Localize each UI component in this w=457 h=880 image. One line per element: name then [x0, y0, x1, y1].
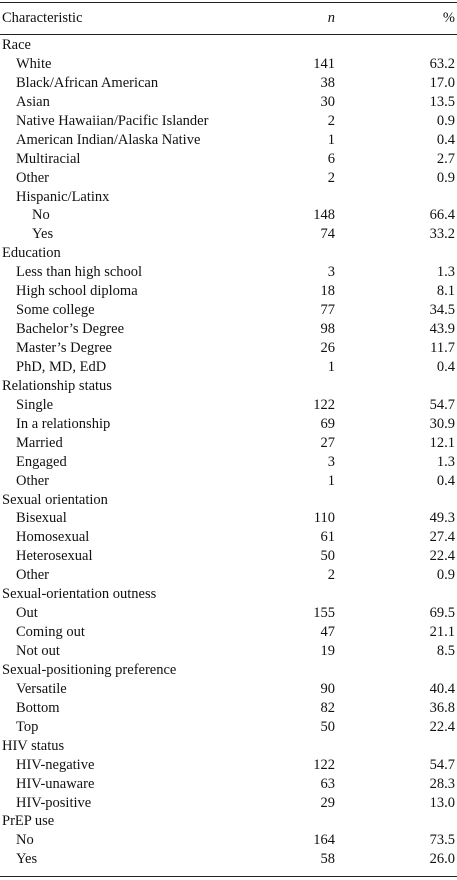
table-row: [0, 680, 457, 699]
row-label: Engaged: [16, 453, 67, 470]
table-row: [0, 93, 457, 112]
row-label: Coming out: [16, 624, 85, 641]
row-percent: 33.2: [429, 226, 455, 243]
row-percent: 21.1: [429, 624, 455, 641]
row-percent: 1.3: [436, 453, 455, 470]
row-label: Hispanic/Latinx: [16, 188, 110, 205]
row-percent: 40.4: [429, 680, 455, 697]
table-row: [0, 547, 457, 566]
row-n: 38: [320, 74, 335, 91]
table-section-row: [0, 36, 457, 55]
row-label: Sexual orientation: [2, 491, 108, 508]
row-n: 148: [313, 207, 335, 224]
row-percent: 63.2: [429, 55, 455, 72]
row-percent: 26.0: [429, 851, 455, 868]
row-n: 2: [327, 112, 335, 129]
row-n: 74: [320, 226, 335, 243]
row-percent: 30.9: [429, 415, 455, 432]
table-row: [0, 301, 457, 320]
row-n: 50: [320, 718, 335, 735]
table-row: [0, 74, 457, 93]
table-row: [0, 718, 457, 737]
row-label: Sexual-positioning preference: [2, 661, 177, 678]
row-percent: 17.0: [429, 74, 455, 91]
row-percent: 12.1: [429, 434, 455, 451]
row-label: Versatile: [16, 680, 67, 697]
row-n: 2: [327, 567, 335, 584]
row-label: Not out: [16, 643, 60, 659]
table-row: [0, 604, 457, 623]
table-row: [0, 150, 457, 169]
row-n: 122: [313, 756, 335, 773]
row-label: HIV-positive: [16, 794, 92, 811]
row-label: American Indian/Alaska Native: [16, 131, 201, 148]
row-label: Sexual-orientation outness: [2, 586, 157, 603]
header-n: n: [327, 10, 335, 26]
row-n: 50: [320, 548, 335, 565]
row-label: Multiracial: [16, 150, 81, 167]
row-label: In a relationship: [16, 415, 111, 432]
table-row: [0, 206, 457, 225]
row-label: Native Hawaiian/Pacific Islander: [16, 112, 209, 129]
table-row: [0, 55, 457, 74]
row-label: Bachelor’s Degree: [16, 321, 125, 338]
table-body: [0, 36, 457, 869]
table-section-row: [0, 737, 457, 756]
row-label: HIV-unaware: [16, 775, 95, 792]
table-row: [0, 831, 457, 850]
row-n: 3: [327, 453, 335, 470]
row-n: 110: [313, 510, 335, 527]
row-label: Race: [2, 37, 31, 53]
table-row: [0, 472, 457, 491]
table-section-row: [0, 377, 457, 396]
table-row: [0, 453, 457, 472]
table-bottom-rule: [0, 876, 457, 877]
row-label: HIV-negative: [16, 756, 95, 773]
table-row: [0, 434, 457, 453]
row-percent: 27.4: [429, 529, 455, 546]
row-percent: 0.4: [436, 472, 455, 489]
table-row: [0, 131, 457, 150]
table-header: [0, 6, 457, 30]
row-label: Married: [16, 434, 63, 451]
row-label: PhD, MD, EdD: [16, 358, 107, 375]
row-label: Other: [16, 567, 50, 584]
row-n: 122: [313, 396, 335, 413]
row-label: Yes: [32, 226, 54, 243]
row-n: 47: [320, 624, 335, 641]
table-header-rule: [0, 34, 457, 35]
row-label: Homosexual: [16, 529, 90, 546]
row-label: Single: [16, 396, 54, 413]
row-label: Heterosexual: [16, 548, 93, 565]
row-percent: 13.0: [429, 794, 455, 811]
table-row: [0, 528, 457, 547]
row-percent: 28.3: [429, 775, 455, 792]
row-n: 1: [327, 358, 335, 375]
row-percent: 0.4: [436, 358, 455, 375]
row-percent: 69.5: [429, 605, 455, 622]
row-label: HIV status: [2, 737, 65, 754]
row-n: 77: [320, 302, 335, 319]
row-label: Less than high school: [16, 264, 143, 281]
row-n: 26: [320, 340, 335, 356]
row-percent: 22.4: [429, 548, 455, 565]
row-n: 58: [320, 851, 335, 868]
row-label: Other: [16, 169, 50, 186]
row-percent: 36.8: [429, 699, 455, 716]
row-label: Relationship status: [2, 377, 112, 394]
row-percent: 0.9: [436, 169, 455, 186]
row-n: 63: [320, 775, 335, 792]
row-n: 82: [320, 699, 335, 716]
row-label: Bottom: [16, 699, 60, 716]
row-n: 30: [320, 93, 335, 110]
table-row: [0, 775, 457, 794]
table-row: [0, 756, 457, 775]
row-n: 6: [327, 150, 335, 167]
row-n: 61: [320, 529, 335, 546]
table-row: [0, 623, 457, 642]
row-label: Some college: [16, 302, 95, 319]
row-percent: 66.4: [429, 207, 455, 224]
row-n: 90: [320, 680, 335, 697]
row-n: 3: [327, 264, 335, 281]
row-percent: 11.7: [430, 340, 455, 356]
table-top-rule: [0, 2, 457, 3]
row-percent: 2.7: [436, 150, 455, 167]
table-row: [0, 169, 457, 188]
header-percent: %: [442, 10, 455, 26]
row-percent: 0.4: [436, 131, 455, 148]
table-row: [0, 699, 457, 718]
row-n: 164: [313, 832, 335, 849]
table-row: [0, 112, 457, 131]
row-percent: 0.9: [436, 112, 455, 129]
row-label: Master’s Degree: [16, 340, 112, 356]
row-percent: 54.7: [429, 756, 455, 773]
table-section-row: [0, 244, 457, 263]
row-n: 1: [327, 131, 335, 148]
row-n: 19: [320, 643, 335, 659]
row-percent: 34.5: [429, 302, 455, 319]
row-label: Asian: [16, 93, 50, 110]
row-n: 1: [327, 472, 335, 489]
table-row: [0, 358, 457, 377]
row-percent: 1.3: [436, 264, 455, 281]
row-percent: 54.7: [429, 396, 455, 413]
table-row: [0, 415, 457, 434]
row-percent: 22.4: [429, 718, 455, 735]
row-label: High school diploma: [16, 283, 138, 300]
row-n: 155: [313, 605, 335, 622]
header-characteristic: Characteristic: [2, 10, 83, 26]
row-label: Bisexual: [16, 510, 67, 527]
row-label: White: [16, 55, 52, 72]
row-n: 29: [320, 794, 335, 811]
row-n: 98: [320, 321, 335, 338]
row-label: Out: [16, 605, 38, 622]
table-row: [0, 794, 457, 813]
row-label: Yes: [16, 851, 38, 868]
table-section-row: [0, 491, 457, 510]
table-row: [0, 263, 457, 282]
table-row: [0, 642, 457, 661]
row-percent: 49.3: [429, 510, 455, 527]
table-row: [0, 282, 457, 301]
table-row: [0, 509, 457, 528]
table-row: [0, 225, 457, 244]
row-n: 27: [320, 434, 335, 451]
row-percent: 73.5: [429, 832, 455, 849]
row-label: No: [32, 207, 50, 224]
row-label: Black/African American: [16, 74, 159, 91]
row-label: Top: [16, 718, 39, 735]
row-percent: 0.9: [436, 567, 455, 584]
row-n: 18: [320, 283, 335, 300]
row-label: Education: [2, 245, 61, 262]
row-percent: 13.5: [429, 93, 455, 110]
table-row: [0, 396, 457, 415]
row-label: Other: [16, 472, 50, 489]
table-row: [0, 320, 457, 339]
row-label: PrEP use: [2, 813, 55, 830]
table-row: [0, 339, 457, 358]
table-section-row: [0, 585, 457, 604]
row-percent: 43.9: [429, 321, 455, 338]
table-row: [0, 850, 457, 869]
table-row: [0, 188, 457, 207]
row-n: 69: [320, 415, 335, 432]
row-n: 141: [313, 55, 335, 72]
table-row: [0, 566, 457, 585]
row-percent: 8.1: [436, 283, 455, 300]
row-label: No: [16, 832, 34, 849]
table-section-row: [0, 661, 457, 680]
row-percent: 8.5: [436, 643, 455, 659]
table-section-row: [0, 812, 457, 831]
row-n: 2: [327, 169, 335, 186]
